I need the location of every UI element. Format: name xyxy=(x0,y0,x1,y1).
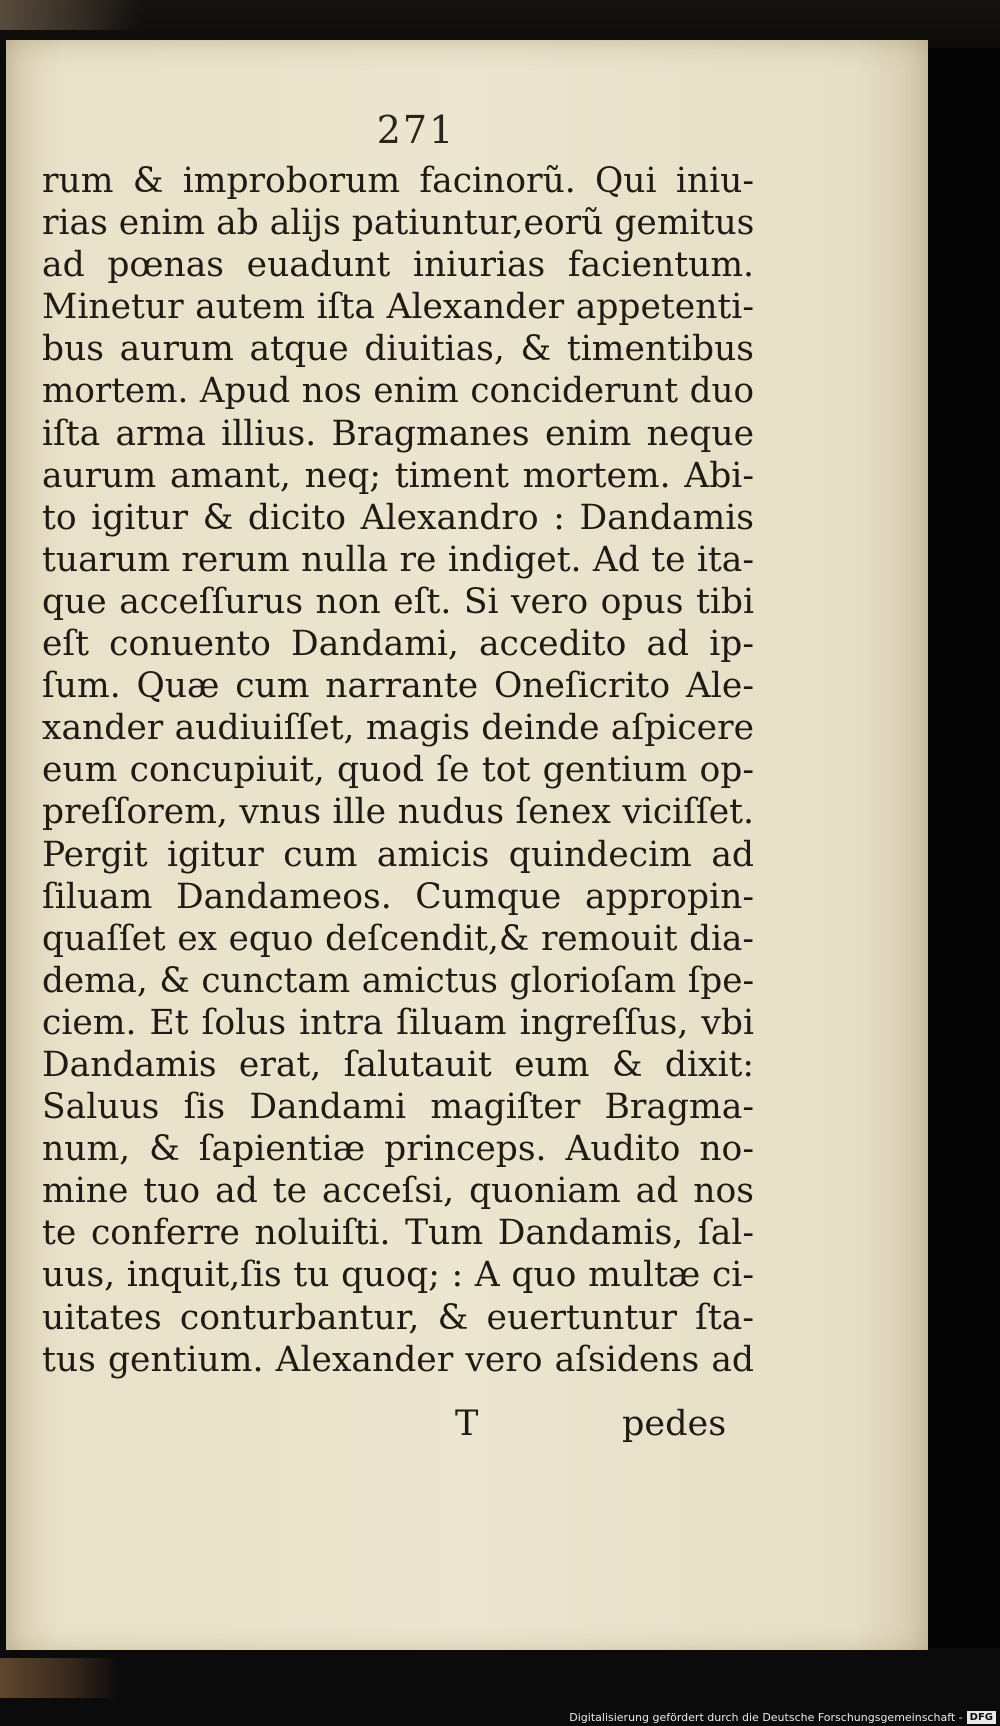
text-line: rias enim ab alijs patiuntur,eorũ gemitus xyxy=(42,203,755,244)
text-line: Minetur autem iſta Alexander appetenti- xyxy=(42,287,754,328)
text-line: num, & ſapientiæ princeps. Audito no- xyxy=(42,1129,754,1170)
text-line: Pergit igitur cum amicis quindecim ad xyxy=(42,834,754,875)
dfg-logo: DFG xyxy=(967,1711,996,1724)
text-line: aurum amant, neq; timent mortem. Abi- xyxy=(42,455,754,496)
book-binding-top xyxy=(0,0,1000,44)
text-line: eſt conuento Dandami, accedito ad ip- xyxy=(42,624,754,665)
text-line: Dandamis erat, ſalutauit eum & dixit: xyxy=(42,1044,754,1085)
text-line: uus, inquit,ſis tu quoq; : A quo multæ ci- xyxy=(42,1255,754,1296)
text-line: ſiluam Dandameos. Cumque appropin- xyxy=(42,876,754,917)
text-line: tus gentium. Alexander vero aſsidens ad xyxy=(42,1339,754,1380)
text-line: tuarum rerum nulla re indiget. Ad te ita- xyxy=(42,539,754,580)
text-line: dema, & cunctam amictus glorioſam ſpe- xyxy=(42,960,754,1001)
worn-binding-edge xyxy=(0,1658,120,1698)
worn-binding-edge xyxy=(0,0,140,30)
text-line: te conferre noluiſti. Tum Dandamis, ſal- xyxy=(42,1213,754,1254)
text-line: ad pœnas euadunt iniurias facientum. xyxy=(42,245,754,286)
page-number: 271 xyxy=(376,108,456,152)
text-line: rum & improborum facinorũ. Qui iniu- xyxy=(42,161,754,201)
text-line: Saluus ſis Dandami magiſter Bragma- xyxy=(42,1087,754,1128)
text-line: que acceſſurus non eſt. Si vero opus tibi xyxy=(42,581,754,622)
text-line: uitates conturbantur, & euertuntur ſta- xyxy=(42,1297,754,1338)
credit-text: Digitalisierung gefördert durch die Deutsche Forschungsgemeinschaft - xyxy=(569,1710,963,1724)
catchword: pedes xyxy=(622,1404,727,1444)
text-line: quaſſet ex equo deſcendit,& remouit dia- xyxy=(42,918,754,959)
page-text-body xyxy=(42,160,754,1381)
text-line: eum concupiuit, quod ſe tot gentium op- xyxy=(42,750,754,791)
digitization-credit xyxy=(569,1709,996,1725)
text-line: ſum. Quæ cum narrante Oneſicrito Ale- xyxy=(42,666,754,707)
signature-mark: T xyxy=(455,1404,479,1444)
text-line: preſſorem, vnus ille nudus ſenex viciſſet. xyxy=(42,792,754,833)
text-line: iſta arma illius. Bragmanes enim neque xyxy=(42,413,754,454)
page-shadow-edge xyxy=(928,48,1000,1648)
text-line: mine tuo ad te acceſsi, quoniam ad nos xyxy=(42,1171,754,1212)
text-line: mortem. Apud nos enim conciderunt duo xyxy=(42,371,754,412)
text-line: bus aurum atque diuitias, & timentibus xyxy=(42,329,754,370)
text-line: xander audiuiſſet, magis deinde aſpicere xyxy=(42,708,754,749)
text-line: ciem. Et ſolus intra ſiluam ingreſſus, vbi xyxy=(42,1002,754,1043)
text-line: to igitur & dicito Alexandro : Dandamis xyxy=(42,497,754,538)
